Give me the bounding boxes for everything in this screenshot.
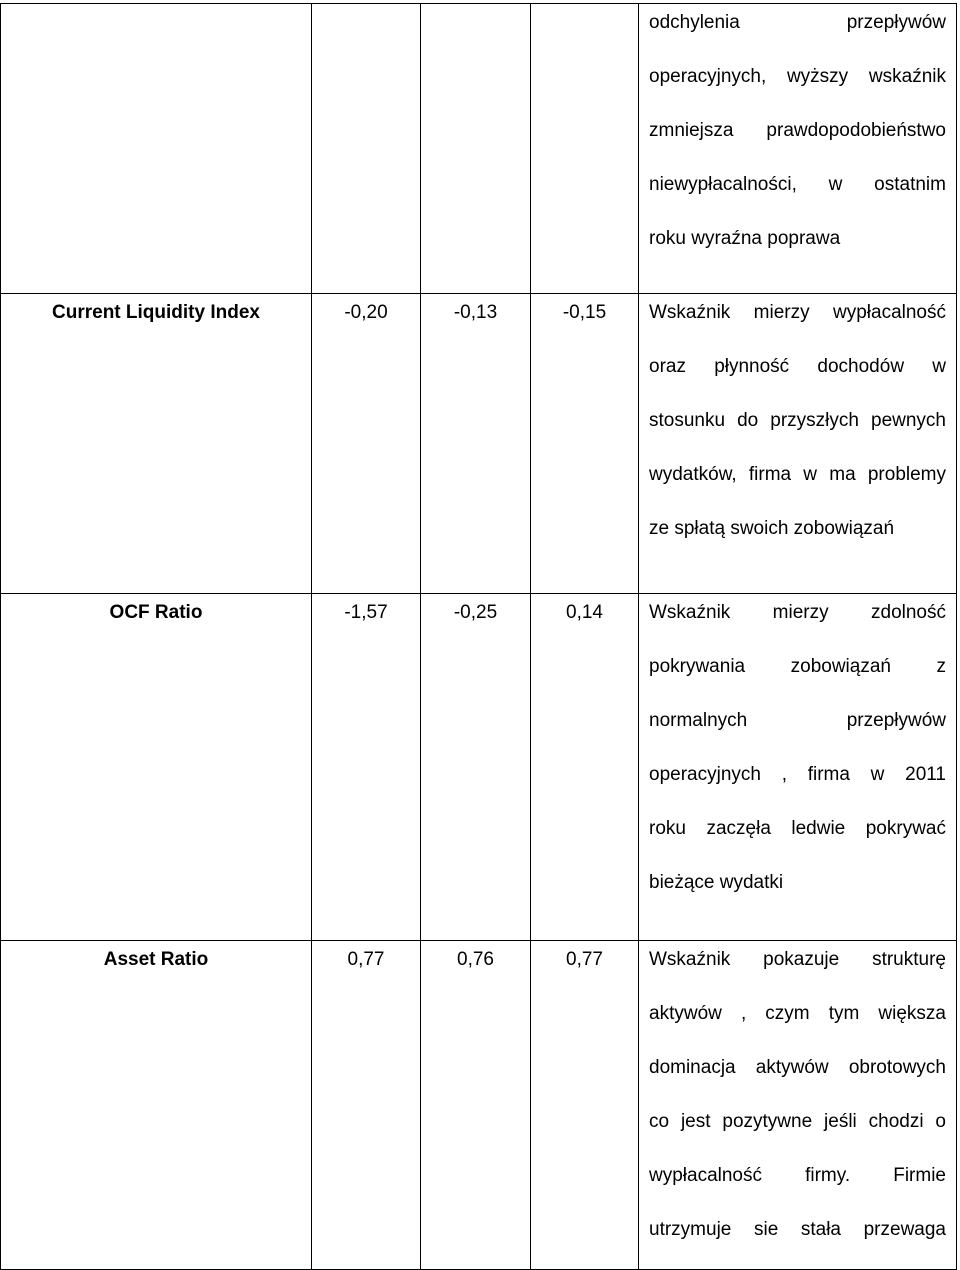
- value-cell-year-3: [531, 294, 639, 594]
- indicator-name: OCF Ratio: [109, 602, 203, 623]
- description-cell: [639, 594, 957, 941]
- value-year-2: 0,76: [457, 949, 494, 970]
- value-cell-year-1: [312, 4, 421, 294]
- value-year-2: -0,13: [453, 302, 498, 323]
- description-line: pokrywania zobowiązań z: [649, 656, 946, 677]
- description-line: zmniejsza prawdopodobieństwo: [649, 120, 946, 141]
- indicator-name-cell: [1, 4, 312, 294]
- value-cell-year-2: [421, 594, 531, 941]
- value-cell-year-1: [312, 594, 421, 941]
- value-year-1: -1,57: [344, 602, 388, 623]
- value-year-2: [421, 4, 530, 30]
- description-cell: [639, 941, 957, 1270]
- value-cell-year-1: [312, 294, 421, 594]
- value-year-3: [531, 4, 638, 30]
- description-line: utrzymuje sie stała przewaga: [649, 1219, 946, 1240]
- description-line: operacyjnych , firma w 2011: [649, 764, 946, 785]
- description-line: dominacja aktywów obrotowych: [649, 1057, 946, 1078]
- description-line: aktywów , czym tym większa: [649, 1003, 946, 1024]
- description-line: co jest pozytywne jeśli chodzi o: [649, 1111, 946, 1132]
- value-cell-year-1: [312, 941, 421, 1270]
- value-year-2: -0,25: [453, 602, 498, 623]
- description-line: Wskaźnik mierzy zdolność: [649, 602, 946, 623]
- table-row: [1, 294, 957, 594]
- indicator-name: Current Liquidity Index: [52, 302, 260, 323]
- value-year-1: -0,20: [344, 302, 388, 323]
- value-cell-year-3: [531, 941, 639, 1270]
- indicator-name-cell: [1, 941, 312, 1270]
- description-line: oraz płynność dochodów w: [649, 356, 946, 377]
- description-line: niewypłacalności, w ostatnim: [649, 174, 946, 195]
- value-cell-year-3: [531, 4, 639, 294]
- table-row: [1, 941, 957, 1270]
- description-line: odchylenia przepływów: [649, 12, 946, 33]
- value-year-1: 0,77: [347, 949, 385, 970]
- description-line: bieżące wydatki: [649, 872, 784, 893]
- table-row: [1, 594, 957, 941]
- ratio-table: [0, 3, 957, 1270]
- value-cell-year-2: [421, 4, 531, 294]
- description-cell: [639, 294, 957, 594]
- indicator-name-cell: [1, 594, 312, 941]
- description-line: Wskaźnik pokazuje strukturę: [649, 949, 946, 970]
- description-line: roku zaczęła ledwie pokrywać: [649, 818, 946, 839]
- value-cell-year-2: [421, 941, 531, 1270]
- value-year-3: 0,14: [566, 602, 603, 623]
- ratio-table-body: [1, 4, 957, 1270]
- description-line: operacyjnych, wyższy wskaźnik: [649, 66, 946, 87]
- value-cell-year-2: [421, 294, 531, 594]
- description-line: stosunku do przyszłych pewnych: [649, 410, 946, 431]
- description-line: wydatków, firma w ma problemy: [649, 464, 946, 485]
- value-cell-year-3: [531, 594, 639, 941]
- value-year-3: -0,15: [562, 302, 607, 323]
- description-line: wypłacalność firmy. Firmie: [649, 1165, 946, 1186]
- indicator-name: Asset Ratio: [103, 949, 209, 970]
- indicator-name-cell: [1, 294, 312, 594]
- description-line: ze spłatą swoich zobowiązań: [649, 518, 895, 539]
- value-year-1: [312, 4, 420, 30]
- indicator-name: [1, 4, 311, 30]
- value-year-3: 0,77: [566, 949, 603, 970]
- description-line: Wskaźnik mierzy wypłacalność: [649, 302, 946, 323]
- table-row: [1, 4, 957, 294]
- description-line: normalnych przepływów: [649, 710, 946, 731]
- description-line: roku wyraźna poprawa: [649, 228, 841, 249]
- description-cell: [639, 4, 957, 294]
